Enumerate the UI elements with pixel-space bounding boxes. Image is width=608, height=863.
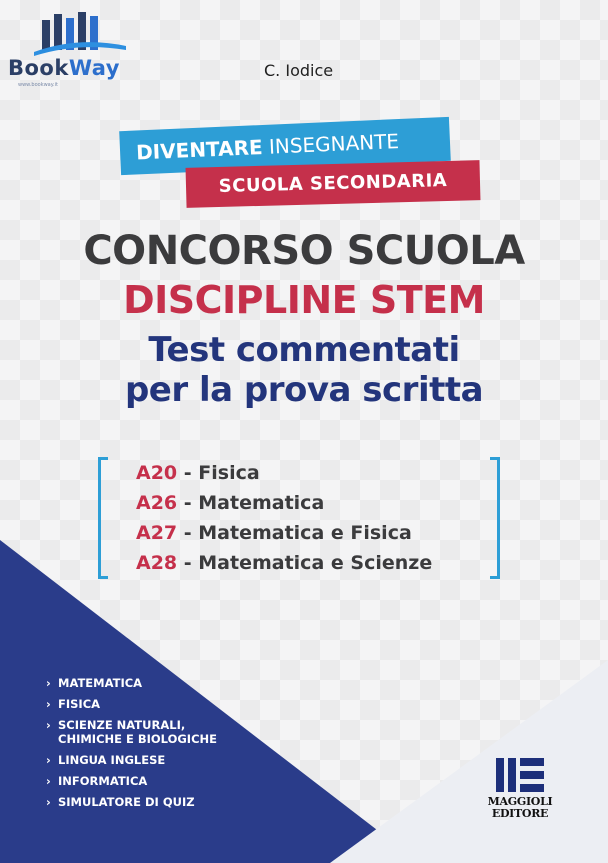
class-code-item: A27 - Matematica e Fisica: [136, 522, 412, 544]
topic-item: › SCIENZE NATURALI, CHIMICHE E BIOLOGICHE: [46, 718, 218, 746]
class-code-list: [136, 458, 432, 578]
title-discipline-stem: DISCIPLINE STEM: [123, 278, 485, 322]
publisher-name: MAGGIOLI EDITORE: [487, 795, 553, 820]
topic-item: › MATEMATICA: [46, 676, 143, 690]
logo-tagline: www.bookway.it: [18, 82, 58, 88]
publisher-logo: [486, 758, 554, 820]
author-name: C. Iodice: [264, 61, 334, 80]
chevron-right-icon: ›: [46, 795, 51, 809]
topic-item: › SIMULATORE DI QUIZ: [46, 795, 195, 809]
maggioli-mark-icon: [490, 758, 550, 792]
chevron-right-icon: ›: [46, 753, 51, 767]
right-bracket: [490, 457, 500, 579]
chevron-right-icon: ›: [46, 774, 51, 788]
bookway-logo: [8, 6, 148, 86]
chevron-right-icon: ›: [46, 718, 51, 732]
subtitle-line-1: Test commentati: [148, 330, 460, 370]
class-code-item: A26 - Matematica: [136, 492, 325, 514]
topic-item: › LINGUA INGLESE: [46, 753, 166, 767]
logo-wordmark: BookWay: [8, 56, 120, 80]
topic-item: › FISICA: [46, 697, 101, 711]
subtitle: [0, 330, 608, 410]
chevron-right-icon: ›: [46, 697, 51, 711]
topic-item: › INFORMATICA: [46, 774, 148, 788]
subtitle-line-2: per la prova scritta: [124, 370, 484, 410]
title-concorso-scuola: CONCORSO SCUOLA: [83, 228, 525, 274]
class-code-item: A28 - Matematica e Scienze: [136, 552, 433, 574]
banner-diventare-insegnante: DIVENTARE INSEGNANTE: [119, 117, 451, 175]
banner-scuola-secondaria: SCUOLA SECONDARIA: [186, 160, 481, 208]
left-bracket: [98, 457, 108, 579]
topic-list: [46, 676, 217, 816]
class-code-item: A20 - Fisica: [136, 462, 260, 484]
bookway-logo-icon: [28, 6, 128, 58]
chevron-right-icon: ›: [46, 676, 51, 690]
